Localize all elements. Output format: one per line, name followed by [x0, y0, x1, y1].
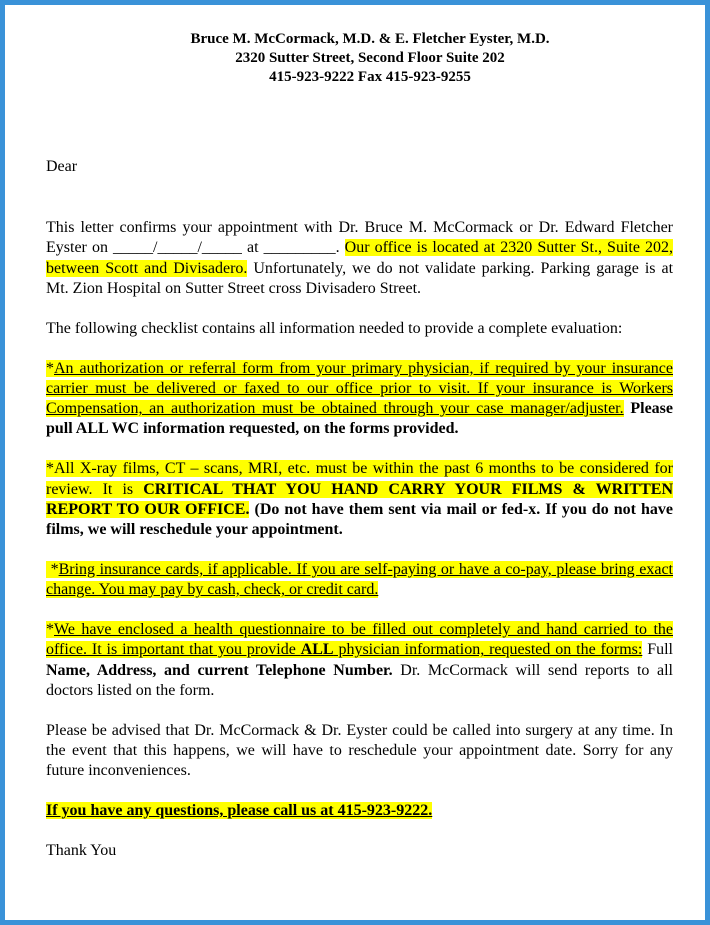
questions-line — [46, 801, 673, 821]
letterhead — [0, 30, 710, 87]
questionnaire-required-fields: Name, Address, and current Telephone Number. — [46, 661, 393, 679]
checklist-item-films — [46, 459, 673, 540]
appointment-text: This letter confirms your appointment with Dr. Bruce M. McCormack or Dr. Edward Fletcher Eyster on _____/_____/_____ at _________. — [46, 219, 673, 257]
appointment-paragraph — [46, 218, 673, 299]
item-star: * — [46, 561, 59, 579]
authorization-text: An authorization or referral form from your primary physician, if required by your insurance carrier must be delivered or faxed to our office prior to visit. If your insurance is Workers Compensation, an authorization must be obtained through your case manager/adjuster. — [46, 359, 673, 418]
films-text: *All X-ray films, CT – scans, MRI, etc. must be within the past 6 months to be considered for review. It is — [46, 460, 673, 498]
letter-body — [46, 157, 673, 881]
letterhead-address: 2320 Sutter Street, Second Floor Suite 202 — [235, 50, 505, 66]
surgery-notice: Please be advised that Dr. McCormack & Dr. Eyster could be called into surgery at any time. In the event that this happens, we will have to reschedule your appointment date. Sorry for any future inconveniences. — [46, 721, 673, 780]
salutation: Dear — [46, 158, 78, 175]
insurance-text: Bring insurance cards, if applicable. If you are self-paying or have a co-pay, please bring exact change. You may pay by cash, check, or credit card. — [46, 561, 674, 599]
checklist-intro: The following checklist contains all information needed to provide a complete evaluation: — [46, 319, 623, 337]
questions-phone: If you have any questions, please call us at 415-923-9222. — [46, 802, 433, 820]
questionnaire-all: ALL — [300, 641, 334, 659]
letterhead-names: Bruce M. McCormack, M.D. & E. Fletcher Eyster, M.D. — [190, 31, 550, 47]
checklist-item-questionnaire — [46, 620, 673, 701]
item-star: * — [46, 621, 54, 639]
wc-info-text: Please pull ALL WC information requested, on the forms provided. — [46, 400, 674, 438]
checklist-item-authorization — [46, 359, 673, 440]
questionnaire-full: Full — [642, 641, 673, 659]
questionnaire-text-end: physician information, requested on the forms: — [333, 641, 643, 659]
closing: Thank You — [46, 842, 117, 860]
parking-text: Unfortunately, we do not validate parking. Parking garage is at Mt. Zion Hospital on Sutter Street cross Divisadero Street. — [46, 259, 674, 297]
letterhead-phone: 415-923-9222 Fax 415-923-9255 — [269, 69, 471, 85]
films-critical-text: CRITICAL THAT YOU HAND CARRY YOUR FILMS & WRITTEN REPORT TO OUR OFFICE. — [46, 480, 673, 518]
questionnaire-reports: Dr. McCormack will send reports to all doctors listed on the form. — [46, 661, 674, 699]
films-note-text: (Do not have them sent via mail or fed-x. If you do not have films, we will reschedule your appointment. — [46, 500, 674, 539]
questionnaire-text: We have enclosed a health questionnaire to be filled out completely and hand carried to the office. It is important that you provide — [46, 621, 673, 659]
item-star: * — [46, 359, 54, 377]
checklist-item-insurance — [46, 560, 673, 600]
office-location-highlight: Our office is located at 2320 Sutter St., Suite 202, between Scott and Divisadero. — [46, 239, 674, 277]
